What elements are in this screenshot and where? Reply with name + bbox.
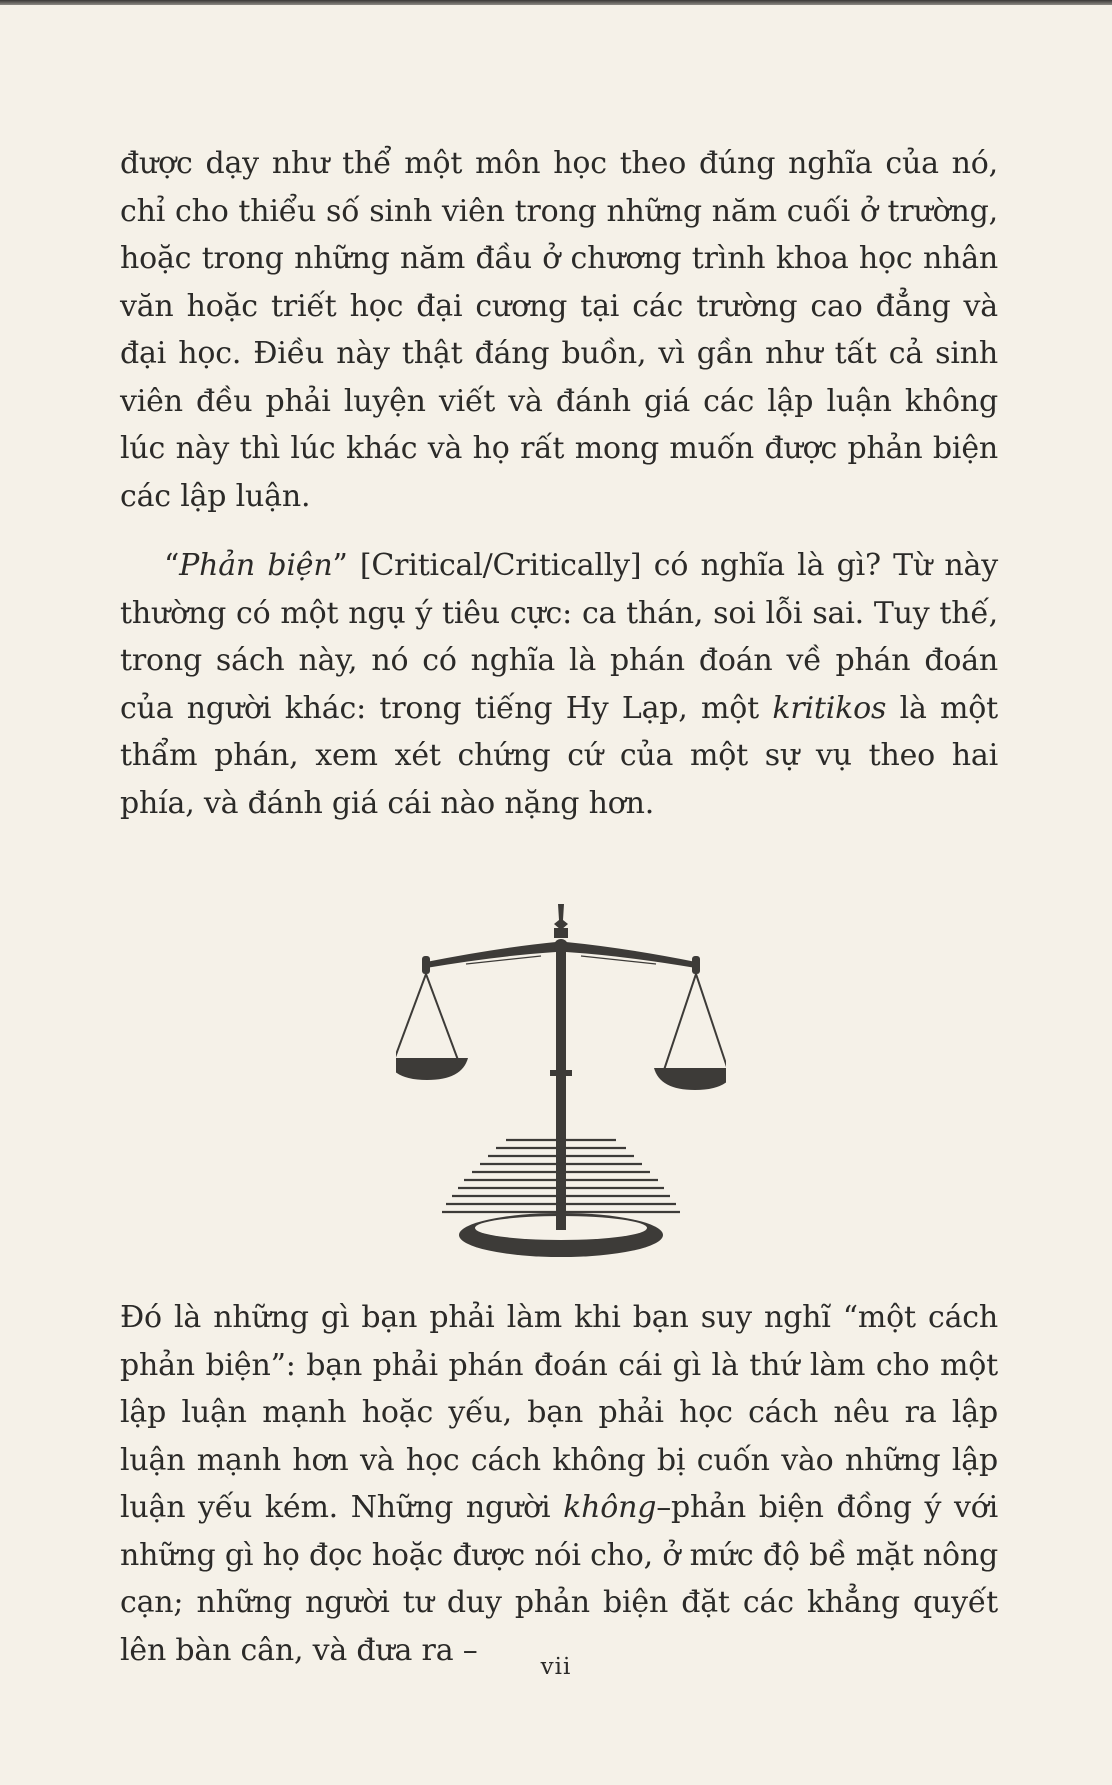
paragraph-3-ending: –phản biện đồng ý với những gì họ đọc hoặc được nói cho, ở mức độ bề mặt nông cạn; những người tư duy phản biện đặt các khẳng quyết lên bàn cân, và đưa ra – [120,1490,998,1668]
paragraph-2-ending: là một thẩm phán, xem xét chứng cứ của một sự vụ theo hai phía, và đánh giá cái nào nặng hơn. [120,690,999,821]
balance-scale-icon [396,890,726,1270]
page-number: vii [540,1654,572,1680]
term-kritikos: kritikos [772,690,887,726]
open-quote: “ [164,548,180,583]
paragraph-3-text: Đó là những gì bạn phải làm khi bạn suy nghĩ “một cách phản biện”: bạn phải phán đoán cái gì là thứ làm cho một lập luận mạnh hoặc yếu, bạn phải học cách nêu ra lập luận mạnh hơn và học cách không bị cuốn vào những lập luận yếu kém. Những người [120,1300,998,1525]
paragraph-3 [120,1294,998,1674]
paragraph-2 [120,542,998,827]
term-phan-bien: Phản biện [179,548,333,583]
term-khong: không [563,1490,657,1525]
paragraph-1-text: được dạy như thể một môn học theo đúng nghĩa của nó, chỉ cho thiểu số sinh viên trong những năm cuối ở trường, hoặc trong những năm đầu ở chương trình khoa học nhân văn hoặc triết học đại cương tại các trường cao đẳng và đại học. Điều này thật đáng buồn, vì gần như tất cả sinh viên đều phải luyện viết và đánh giá các lập luận không lúc này thì lúc khác và họ rất mong muốn được phản biện các lập luận. [120,146,998,514]
paragraph-1 [120,140,998,520]
page-edge-rule [0,0,1112,5]
paragraph-2-body: ” [Critical/Critically] có nghĩa là gì? Từ này thường có một ngụ ý tiêu cực: ca thán, soi lỗi sai. Tuy thế, trong sách này, nó có nghĩa là phán đoán về phán đoán của người khác: trong tiếng Hy Lạp, một [120,548,998,726]
